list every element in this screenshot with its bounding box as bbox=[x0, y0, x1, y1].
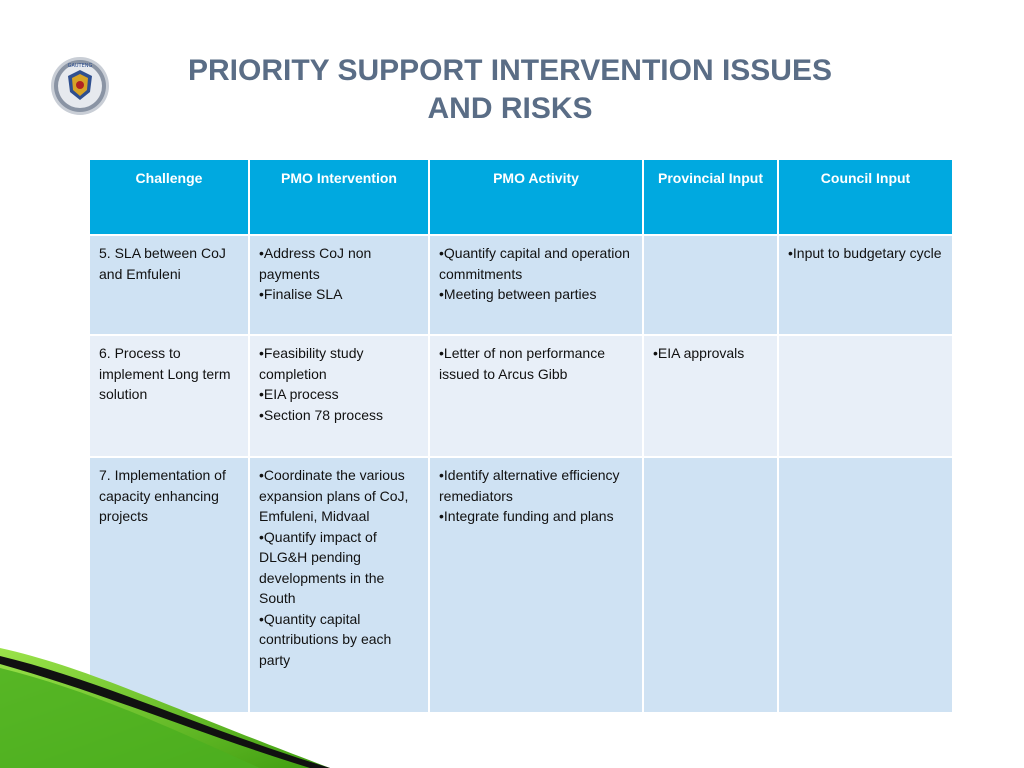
title-line-1: PRIORITY SUPPORT INTERVENTION ISSUES bbox=[187, 54, 832, 87]
list-item: • Quantify impact of DLG&H pending developments in the South bbox=[259, 527, 420, 609]
list-item: • EIA approvals bbox=[653, 343, 769, 364]
intervention-cell bbox=[249, 235, 429, 335]
header-council-input: Council Input bbox=[778, 159, 953, 235]
challenge-cell: 6. Process to implement Long term solution bbox=[89, 335, 249, 457]
list-item: • Coordinate the various expansion plans of CoJ, Emfuleni, Midvaal bbox=[259, 465, 420, 527]
list-item: • EIA process bbox=[259, 384, 420, 405]
page-title bbox=[130, 52, 890, 128]
header-provincial-input: Provincial Input bbox=[643, 159, 778, 235]
council-cell bbox=[778, 457, 953, 713]
decorative-swoosh bbox=[0, 638, 330, 768]
header-pmo-intervention: PMO Intervention bbox=[249, 159, 429, 235]
activity-cell bbox=[429, 457, 643, 713]
council-cell bbox=[778, 235, 953, 335]
list-item: • Identify alternative efficiency remediators bbox=[439, 465, 634, 506]
government-seal-icon bbox=[50, 56, 110, 116]
list-item: • Quantity capital contributions by each party bbox=[259, 609, 420, 671]
list-item: • Section 78 process bbox=[259, 405, 420, 426]
list-item: • Feasibility study completion bbox=[259, 343, 420, 384]
table-row bbox=[89, 335, 953, 457]
council-cell bbox=[778, 335, 953, 457]
list-item: • Finalise SLA bbox=[259, 284, 420, 305]
logo-text: GAUTENG bbox=[67, 63, 93, 69]
table-header-row bbox=[89, 159, 953, 235]
list-item: • Integrate funding and plans bbox=[439, 506, 634, 527]
table-row bbox=[89, 235, 953, 335]
header-pmo-activity: PMO Activity bbox=[429, 159, 643, 235]
list-item: • Letter of non performance issued to Arcus Gibb bbox=[439, 343, 634, 384]
provincial-cell bbox=[643, 335, 778, 457]
provincial-cell bbox=[643, 235, 778, 335]
header-challenge: Challenge bbox=[89, 159, 249, 235]
list-item: • Quantify capital and operation commitments bbox=[439, 243, 634, 284]
title-line-2: AND RISKS bbox=[427, 92, 593, 125]
issues-table bbox=[88, 158, 954, 714]
list-item: • Address CoJ non payments bbox=[259, 243, 420, 284]
list-item: • Input to budgetary cycle bbox=[788, 243, 944, 264]
challenge-cell: 7. Implementation of capacity enhancing projects bbox=[89, 457, 249, 713]
activity-cell bbox=[429, 335, 643, 457]
intervention-cell bbox=[249, 335, 429, 457]
provincial-cell bbox=[643, 457, 778, 713]
challenge-cell: 5. SLA between CoJ and Emfuleni bbox=[89, 235, 249, 335]
list-item: • Meeting between parties bbox=[439, 284, 634, 305]
activity-cell bbox=[429, 235, 643, 335]
